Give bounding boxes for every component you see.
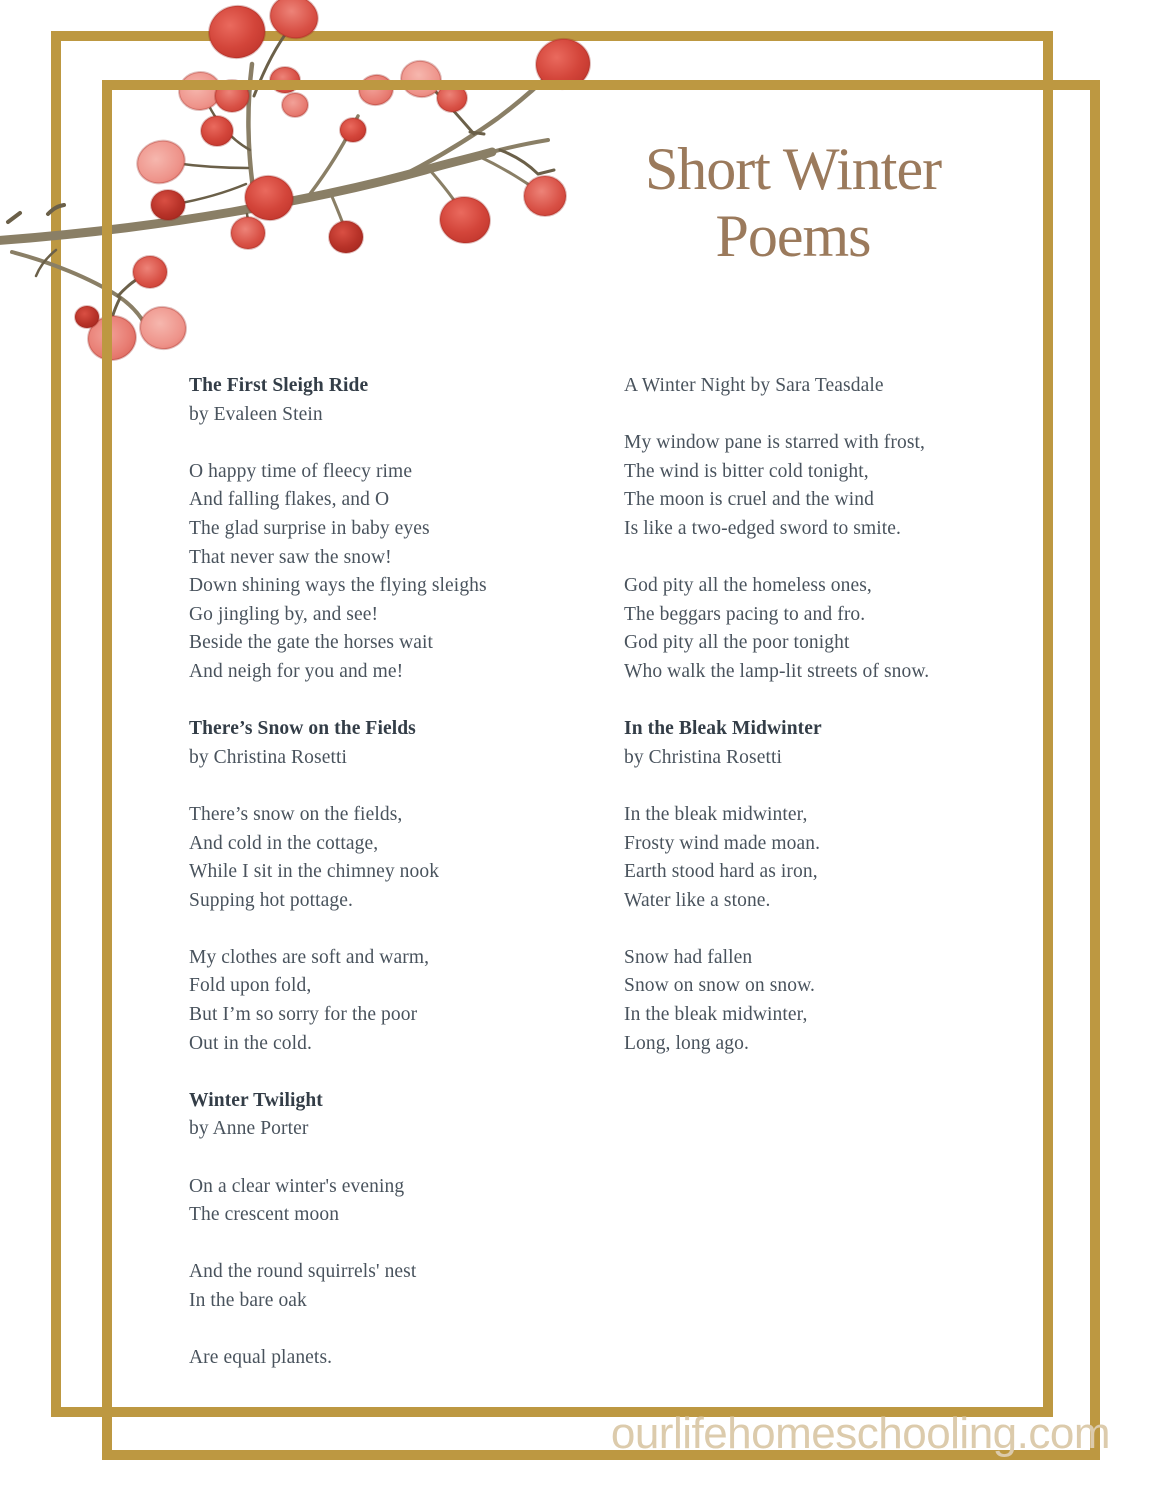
poem-line: And cold in the cottage, (189, 832, 379, 854)
poem-line: On a clear winter's evening (189, 1175, 405, 1197)
poem-line: God pity all the homeless ones, (624, 575, 872, 597)
poem-author: by Christina Rosetti (624, 746, 782, 768)
poem-stanza (189, 1258, 609, 1315)
poem (189, 372, 609, 687)
poem-line: Who walk the lamp-lit streets of snow. (624, 660, 930, 682)
poem (624, 715, 1044, 1058)
poem-line: Frosty wind made moan. (624, 832, 821, 854)
poem-line: The wind is bitter cold tonight, (624, 460, 869, 482)
poem-stanza (624, 429, 1044, 543)
poem-line: While I sit in the chimney nook (189, 861, 440, 883)
poem-title: In the Bleak Midwinter (624, 718, 822, 740)
poem-line: My clothes are soft and warm, (189, 946, 430, 968)
page-title-line-2: Poems (715, 203, 871, 269)
poem-title: Winter Twilight (189, 1089, 323, 1111)
poem-heading (189, 1087, 609, 1144)
poem-line: And the round squirrels' nest (189, 1261, 417, 1283)
poem-line: Are equal planets. (189, 1347, 333, 1369)
poem-title: A Winter Night by Sara Teasdale (624, 375, 884, 396)
poem-line: Long, long ago. (624, 1032, 749, 1054)
poem-line: In the bleak midwinter, (624, 1004, 808, 1026)
poem-line: The crescent moon (189, 1204, 340, 1226)
poems-column-left (189, 372, 609, 1401)
poem-heading (189, 715, 609, 772)
poem-line: The glad surprise in baby eyes (189, 517, 430, 539)
poem-heading (624, 715, 1044, 772)
poem-stanza (624, 944, 1044, 1058)
poem-title: There’s Snow on the Fields (189, 718, 416, 740)
poem-line: Snow had fallen (624, 946, 753, 968)
poem-line: Water like a stone. (624, 889, 771, 911)
poem-stanza (189, 458, 609, 687)
poem-heading (189, 372, 609, 429)
poem-line: God pity all the poor tonight (624, 632, 850, 654)
poem-line: There’s snow on the fields, (189, 803, 403, 825)
poem-line: Snow on snow on snow. (624, 975, 815, 997)
page-title (500, 136, 1086, 270)
poem-line: O happy time of fleecy rime (189, 460, 413, 482)
poem-title: The First Sleigh Ride (189, 375, 369, 396)
poem-line: Out in the cold. (189, 1032, 312, 1054)
poem-line: Fold upon fold, (189, 975, 312, 997)
poem-line: Go jingling by, and see! (189, 603, 379, 625)
website-credit: ourlifehomeschooling.com (610, 1409, 1110, 1458)
poem-author: by Anne Porter (189, 1118, 309, 1140)
poem-line: The beggars pacing to and fro. (624, 603, 866, 625)
poem-line: Earth stood hard as iron, (624, 861, 818, 883)
poem-author: by Christina Rosetti (189, 746, 347, 768)
poem-stanza (189, 944, 609, 1058)
poem-line: That never saw the snow! (189, 546, 392, 568)
poem-line: In the bare oak (189, 1290, 307, 1311)
page-title-line-1: Short Winter (644, 136, 942, 202)
poem-line: But I’m so sorry for the poor (189, 1004, 418, 1026)
poem-line: And neigh for you and me! (189, 660, 404, 682)
poem-stanza (624, 801, 1044, 915)
poems-column-right (624, 372, 1044, 1087)
poem-line: Supping hot pottage. (189, 889, 353, 911)
poem (624, 372, 1044, 687)
poem-heading (624, 372, 1044, 401)
poem-stanza (189, 801, 609, 915)
poem-author: by Evaleen Stein (189, 403, 323, 425)
poem-line: The moon is cruel and the wind (624, 489, 874, 511)
poem-line: Down shining ways the flying sleighs (189, 575, 487, 597)
poem-stanza (189, 1173, 609, 1230)
poem-line: In the bleak midwinter, (624, 803, 808, 825)
poem-line: Beside the gate the horses wait (189, 632, 434, 654)
poem-line: Is like a two-edged sword to smite. (624, 517, 901, 539)
poem (189, 1087, 609, 1373)
poem-line: And falling flakes, and O (189, 489, 390, 511)
poem-line: My window pane is starred with frost, (624, 432, 926, 454)
poem-stanza (624, 572, 1044, 686)
poem-stanza (189, 1344, 609, 1373)
poem (189, 715, 609, 1058)
